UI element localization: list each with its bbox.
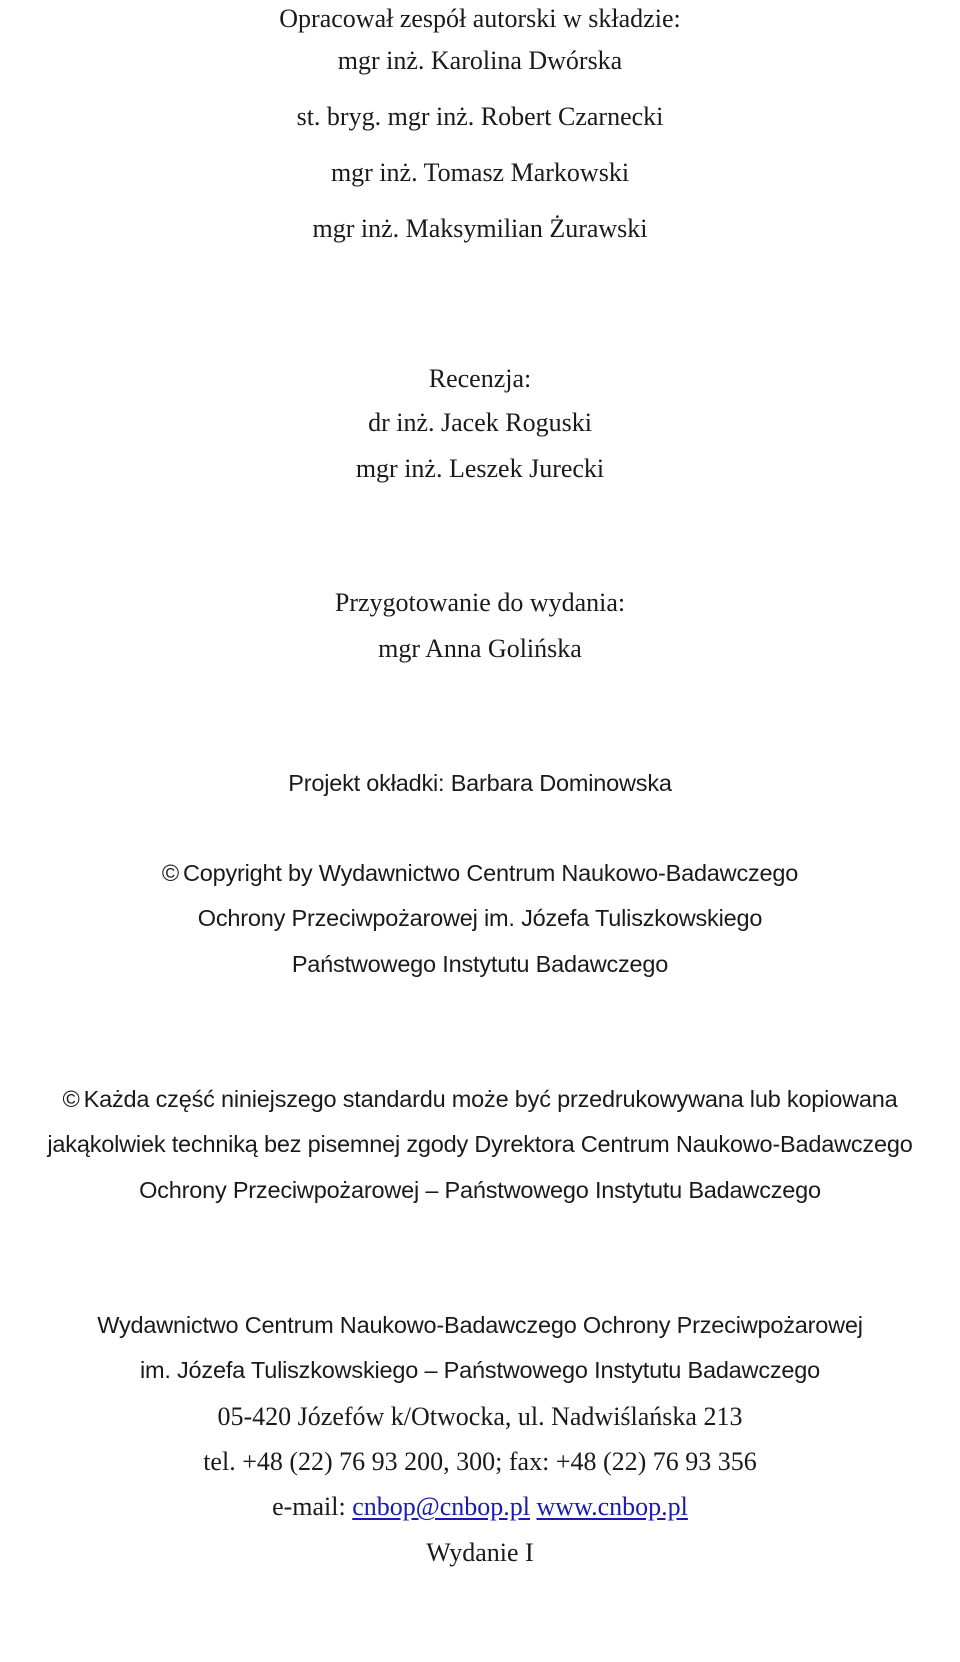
reproduction-line xyxy=(0,1088,960,1112)
reviewer-name: dr inż. Jacek Roguski xyxy=(368,408,592,437)
publisher-line: Wydawnictwo Centrum Naukowo-Badawczego Ochrony Przeciwpożarowej xyxy=(97,1312,863,1338)
review-heading: Recenzja: xyxy=(428,364,532,393)
preparation-name: mgr Anna Golińska xyxy=(378,634,582,663)
publisher-phone: tel. +48 (22) 76 93 200, 300; fax: +48 (22) 76 93 356 xyxy=(203,1447,757,1476)
publisher-address: 05-420 Józefów k/Otwocka, ul. Nadwiślańska 213 xyxy=(217,1402,743,1431)
edition-label: Wydanie I xyxy=(426,1538,534,1567)
authors-heading: Opracował zespół autorski w składzie: xyxy=(279,4,681,33)
email-link[interactable]: cnbop@cnbop.pl xyxy=(352,1492,530,1521)
copyright-line: Ochrony Przeciwpożarowej im. Józefa Tuliszkowskiego xyxy=(197,905,763,931)
reproduction-line: jakąkolwiek techniką bez pisemnej zgody Dyrektora Centrum Naukowo-Badawczego xyxy=(47,1131,913,1157)
reproduction-text: Każda część niniejszego standardu może być przedrukowywana lub kopiowana xyxy=(83,1086,898,1112)
author-name: mgr inż. Maksymilian Żurawski xyxy=(312,214,648,243)
copyright-icon: © xyxy=(161,860,179,886)
copyright-icon: © xyxy=(62,1086,80,1112)
publisher-line: im. Józefa Tuliszkowskiego – Państwowego Instytutu Badawczego xyxy=(139,1357,821,1383)
publisher-contact xyxy=(0,1494,960,1520)
preparation-heading: Przygotowanie do wydania: xyxy=(334,588,626,617)
author-name: mgr inż. Karolina Dwórska xyxy=(337,46,623,75)
website-link[interactable]: www.cnbop.pl xyxy=(536,1492,688,1521)
email-label: e-mail: xyxy=(272,1492,346,1521)
copyright-line: Państwowego Instytutu Badawczego xyxy=(291,951,669,977)
copyright-line xyxy=(0,862,960,886)
author-name: st. bryg. mgr inż. Robert Czarnecki xyxy=(296,102,664,131)
author-name: mgr inż. Tomasz Markowski xyxy=(330,158,630,187)
reproduction-line: Ochrony Przeciwpożarowej – Państwowego Instytutu Badawczego xyxy=(139,1177,821,1203)
copyright-text: Copyright by Wydawnictwo Centrum Naukowo-Badawczego xyxy=(182,860,799,886)
cover-design-credit: Projekt okładki: Barbara Dominowska xyxy=(288,770,672,796)
reviewer-name: mgr inż. Leszek Jurecki xyxy=(355,454,605,483)
